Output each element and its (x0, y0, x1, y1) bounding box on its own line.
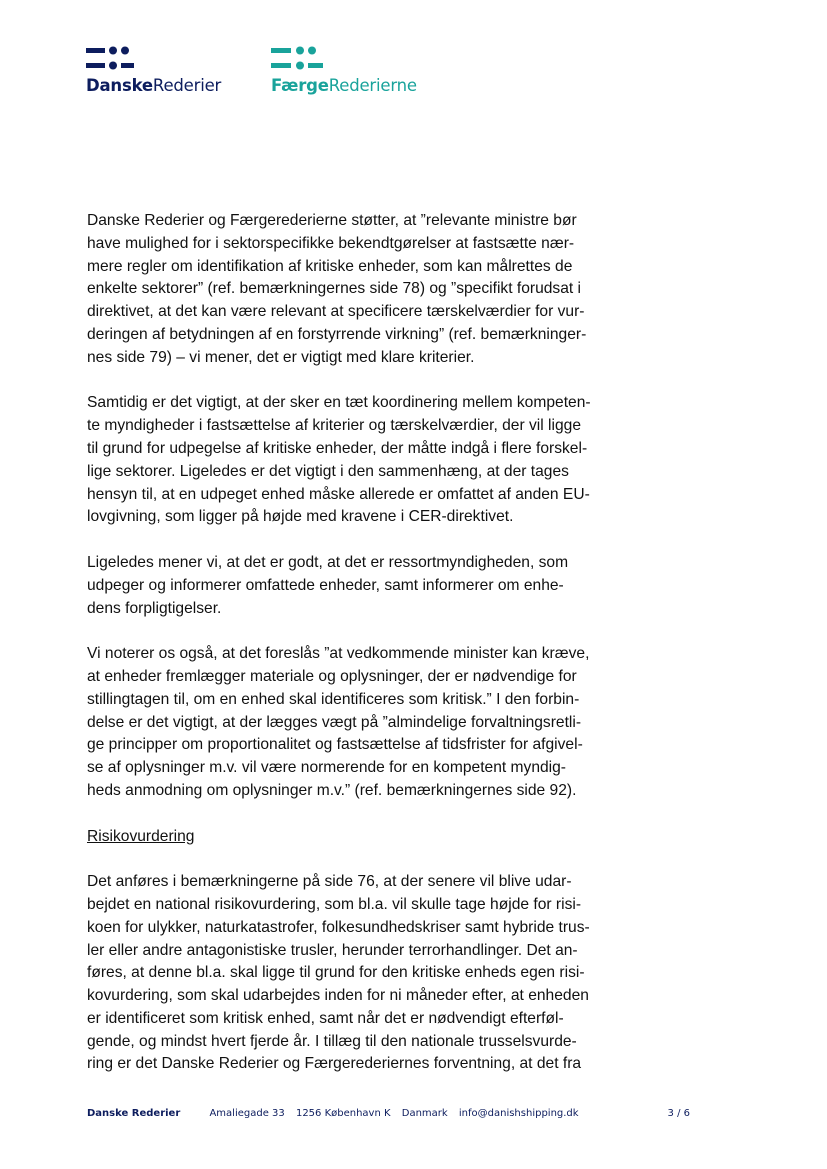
danske-rederier-wordmark: DanskeRederier (86, 76, 222, 95)
danske-rederier-logo (86, 46, 221, 95)
footer-street: Amaliegade 33 (209, 1108, 285, 1119)
footer-country: Danmark (401, 1108, 448, 1119)
footer-email[interactable]: info@danishshipping.dk (458, 1108, 579, 1119)
letter-body (87, 210, 647, 1076)
faergerederierne-logo-mark (271, 46, 323, 70)
faergerederierne-logo (271, 46, 417, 95)
section-heading-risikovurdering: Risikovurdering (87, 827, 195, 845)
paragraph-risikovurdering: Det anføres i bemærkningerne på side 76, at der senere vil blive udar- bejdet en national risikovurdering, som bl.a. vil skulle tage højde for risi- koen for ulykker, naturkatastrofer, folkesundhedskriser samt hybride trus- ler eller andre antagonistiske trusler, herunder terrorhandlinger. Det an- føres, at denne bl.a. skal ligge til grund for den kritiske enheds egen risi- kovurdering, som skal udarbejdes inden for ni måneder efter, at enheden er identificeret som kritisk enhed, samt når det er nødvendigt efterføl- gende, og mindst hvert fjerde år. I tillæg til den nationale trusselsvurde- ring er det Danske Rederier og Færgerederiernes forventning, at det fra (87, 873, 590, 1073)
page-footer (87, 1108, 690, 1119)
paragraph-ressortmyndighed: Ligeledes mener vi, at det er godt, at det er ressortmyndigheden, som udpeger og informerer omfattede enheder, samt informerer om enhe- dens forpligtigelser. (87, 553, 569, 617)
danske-rederier-logo-mark (86, 46, 134, 70)
paragraph-coordination: Samtidig er det vigtigt, at der sker en tæt koordinering mellem kompeten- te myndigheder i fastsættelse af kriterier og tærskelværdier, der vil ligge til grund for udpegelse af kritiske enheder, der måtte indgå i flere forskel- lige sektorer. Ligeledes er det vigtigt i den sammenhæng, at der tages hensyn til, at en udpeget enhed måske allerede er omfattet af anden EU- lovgivning, som ligger på højde med kravene i CER-direktivet. (87, 394, 591, 526)
faergerederierne-wordmark: FærgeRederierne (271, 76, 417, 95)
footer-organization: Danske Rederier (87, 1108, 181, 1119)
footer-address (209, 1108, 586, 1119)
footer-city: 1256 København K (295, 1108, 391, 1119)
page-number: 3 / 6 (667, 1108, 690, 1119)
paragraph-criteria: Danske Rederier og Færgerederierne støtter, at ”relevante ministre bør have mulighed for i sektorspecifikke bekendtgørelser at fastsætte nær- mere regler om identifikation af kritiske enheder, som kan målrettes de enkelte sektorer” (ref. bemærkningernes side 78) og ”specifikt forudsat i direktivet, at det kan være relevant at specificere tærskelværdier for vur- deringen af betydningen af en forstyrrende virkning” (ref. bemærkninger- nes side 79) – vi mener, det er vigtigt med klare kriterier. (87, 212, 587, 366)
paragraph-materiale: Vi noterer os også, at det foreslås ”at vedkommende minister kan kræve, at enheder fremlægger materiale og oplysninger, der er nødvendige for stillingtagen til, om en enhed skal identificeres som kritisk.” I den forbin- delse er det vigtigt, at der lægges vægt på ”almindelige forvaltningsretli- ge principper om proportionalitet og fastsættelse af tidsfrister for afgivel- se af oplysninger m.v. vil være normerende for en kompetent myndig- heds anmodning om oplysninger m.v.” (ref. bemærkningernes side 92). (87, 645, 590, 799)
